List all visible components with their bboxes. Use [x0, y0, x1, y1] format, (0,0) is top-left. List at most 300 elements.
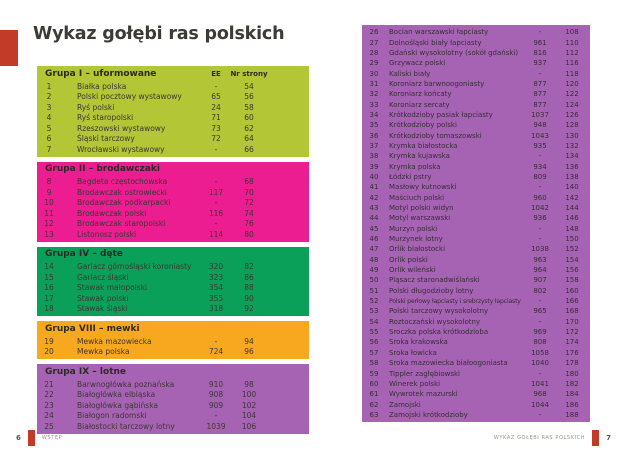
table-row [362, 399, 590, 409]
row-number: 32 [369, 90, 379, 99]
breed-name: Koroniarz końcaty [389, 90, 452, 99]
ee-number: 948 [533, 121, 547, 130]
breed-name: Sroka mazowiecka białoogoniasta [389, 359, 508, 368]
breed-name: Stawak małopolski [77, 283, 148, 293]
table-row [362, 58, 590, 68]
breed-name: Białka polska [77, 81, 127, 91]
page-number: 82 [244, 262, 254, 272]
ee-number: 910 [208, 379, 224, 389]
row-number: 6 [46, 134, 52, 144]
breed-name: Mewka mazowiecka [77, 336, 152, 346]
ee-number: 117 [208, 187, 224, 197]
page-number: 88 [244, 283, 254, 293]
group-title: Grupa I – uformowane [45, 68, 157, 79]
row-number: 25 [44, 421, 54, 431]
page-number: 188 [565, 410, 579, 419]
breed-name: Białogłówka elbląska [77, 390, 156, 400]
breed-name: Murzynek lotny [389, 235, 443, 244]
ee-number: 1037 [531, 110, 549, 119]
footer-accent-bar [592, 430, 599, 446]
ee-number: 72 [211, 134, 221, 144]
left-footer [16, 429, 62, 447]
table-row [362, 48, 590, 58]
ee-number: - [538, 152, 542, 161]
row-number: 26 [369, 28, 379, 37]
breed-name: Brodawczak staropolski [77, 219, 166, 229]
table-row [37, 229, 309, 240]
footer-accent-bar [28, 430, 35, 446]
table-row [37, 208, 309, 219]
ee-number: 808 [533, 338, 547, 347]
ee-number: 809 [533, 172, 547, 181]
row-number: 29 [369, 59, 379, 68]
page-number: 126 [565, 110, 579, 119]
right-footer [494, 429, 611, 447]
row-number: 52 [369, 297, 379, 306]
red-accent-block [0, 30, 18, 66]
ee-number: - [214, 177, 218, 187]
ee-number: 909 [208, 400, 224, 410]
page-number: 166 [565, 297, 579, 306]
row-number: 12 [44, 219, 54, 229]
table-row [362, 37, 590, 47]
footer-page-number: 7 [606, 434, 611, 442]
row-number: 53 [369, 307, 379, 316]
page-number: 108 [565, 28, 579, 37]
page-number: 98 [244, 379, 254, 389]
group-section [37, 321, 309, 359]
page-number: 64 [244, 134, 254, 144]
row-number: 22 [44, 390, 54, 400]
page-number: 132 [565, 141, 579, 150]
table-row [362, 182, 590, 192]
row-number: 45 [369, 224, 379, 233]
table-row [362, 275, 590, 285]
breed-name: Sroczka polska krótkodzioba [389, 328, 489, 337]
page-number: 72 [244, 198, 254, 208]
row-number: 2 [46, 92, 52, 102]
row-number: 42 [369, 193, 379, 202]
table-row [362, 244, 590, 254]
page-number: 182 [565, 379, 579, 388]
ee-number: - [538, 224, 542, 233]
breed-name: Pląsacz staronadwiślański [389, 276, 480, 285]
row-number: 1 [46, 81, 52, 91]
row-number: 41 [369, 183, 379, 192]
row-number: 51 [369, 286, 379, 295]
breed-name: Garlacz górnośląski koroniasty [77, 262, 192, 272]
ee-number: 1058 [531, 348, 549, 357]
group-header [37, 364, 309, 379]
table-row [362, 99, 590, 109]
row-number: 33 [369, 100, 379, 109]
row-number: 10 [44, 198, 54, 208]
table-row [37, 262, 309, 273]
row-number: 30 [369, 69, 379, 78]
page-number: 150 [565, 235, 579, 244]
row-number: 59 [369, 369, 379, 378]
row-number: 8 [46, 177, 52, 187]
breed-name: Ryś staropolski [77, 113, 134, 123]
ee-number: 1038 [531, 245, 549, 254]
ee-number: 802 [533, 286, 547, 295]
ee-number: - [538, 69, 542, 78]
breed-name: Polski tarczowy wysokolotny [389, 307, 489, 316]
row-number: 27 [369, 38, 379, 47]
page-title: Wykaz gołębi ras polskich [33, 24, 285, 44]
table-row [362, 141, 590, 151]
breed-name: Tippler zagłębiowski [389, 369, 460, 378]
page-number: 156 [565, 266, 579, 275]
ee-number: 937 [533, 59, 547, 68]
row-number: 40 [369, 172, 379, 181]
page-number: 160 [565, 286, 579, 295]
table-row [37, 283, 309, 294]
breed-name: Śląski tarczowy [77, 134, 135, 144]
ee-number: 961 [533, 38, 547, 47]
page-number: 152 [565, 245, 579, 254]
page-number: 128 [565, 121, 579, 130]
ee-number: 936 [533, 214, 547, 223]
ee-number: 323 [208, 272, 224, 282]
table-row [362, 130, 590, 140]
breed-name: Sroka krakowska [389, 338, 448, 347]
ee-number: 877 [533, 90, 547, 99]
table-row [37, 123, 309, 134]
ee-number: - [538, 235, 542, 244]
row-number: 62 [369, 400, 379, 409]
ee-number: 355 [208, 293, 224, 303]
footer-page-number: 6 [16, 434, 21, 442]
table-row [37, 293, 309, 304]
breed-name: Stawak śląski [77, 304, 128, 314]
table-row [362, 317, 590, 327]
table-row [362, 337, 590, 347]
table-row [362, 203, 590, 213]
breed-name: Motyl warszawski [389, 214, 451, 223]
table-row [362, 306, 590, 316]
page-number: 168 [565, 307, 579, 316]
page-number: 68 [244, 177, 254, 187]
ee-number: - [538, 410, 542, 419]
row-number: 11 [44, 208, 54, 218]
group-header [37, 321, 309, 336]
breed-name: Listonosz polski [77, 229, 137, 239]
table-row [37, 198, 309, 209]
ee-number: 965 [533, 307, 547, 316]
table-row [362, 110, 590, 120]
page-number: 116 [565, 59, 579, 68]
ee-number: 968 [533, 390, 547, 399]
ee-number: 907 [533, 276, 547, 285]
ee-number: 934 [533, 162, 547, 171]
ee-number: 1043 [531, 131, 549, 140]
table-row [362, 68, 590, 78]
breed-name: Brodawczak polski [77, 208, 147, 218]
breed-name: Masłowy kutnowski [389, 183, 457, 192]
ee-number: 65 [211, 92, 221, 102]
breed-name: Białogłówka gąbińska [77, 400, 159, 410]
row-number: 50 [369, 276, 379, 285]
table-row [37, 400, 309, 411]
breed-name: Orlik polski [389, 255, 428, 264]
right-contents-table [362, 25, 590, 422]
page-number: 66 [244, 144, 254, 154]
page-number: 102 [241, 400, 257, 410]
row-number: 44 [369, 214, 379, 223]
page-number: 58 [244, 102, 254, 112]
breed-name: Bocian warszawski łapciasty [389, 28, 489, 37]
breed-name: Motyl polski widyn [389, 204, 454, 213]
page-number: 90 [244, 293, 254, 303]
ee-number: 960 [533, 193, 547, 202]
table-row [37, 421, 309, 432]
table-row [362, 368, 590, 378]
group-section [37, 66, 309, 157]
table-row [362, 379, 590, 389]
page-number: 154 [565, 255, 579, 264]
table-row [37, 144, 309, 155]
ee-number: - [538, 369, 542, 378]
page-number: 86 [244, 272, 254, 282]
page-number: 96 [244, 347, 254, 357]
ee-number: 964 [533, 266, 547, 275]
row-number: 28 [369, 48, 379, 57]
table-row [362, 286, 590, 296]
breed-name: Bagdeta częstochowska [77, 177, 168, 187]
row-number: 63 [369, 410, 379, 419]
page-number: 140 [565, 183, 579, 192]
breed-name: Dolnośląski biały łapciasty [389, 38, 482, 47]
group-section [37, 247, 309, 317]
breed-name: Białogon radomski [77, 411, 147, 421]
row-number: 58 [369, 359, 379, 368]
page-number: 176 [565, 348, 579, 357]
ee-number: 908 [208, 390, 224, 400]
breed-name: Barwnogłówka poznańska [77, 379, 175, 389]
table-row [37, 219, 309, 230]
page-number: 146 [565, 214, 579, 223]
ee-number: 969 [533, 328, 547, 337]
ee-number: - [538, 183, 542, 192]
table-row [362, 213, 590, 223]
ee-number: 1039 [206, 421, 226, 431]
left-contents-table [37, 66, 309, 439]
page-number: 56 [244, 92, 254, 102]
ee-number: 116 [208, 208, 224, 218]
table-row [37, 113, 309, 124]
column-header-page: Nr strony [230, 69, 268, 78]
row-number: 43 [369, 204, 379, 213]
table-row [37, 272, 309, 283]
breed-name: Krymka kujawska [389, 152, 450, 161]
page-number: 62 [244, 123, 254, 133]
table-row [362, 120, 590, 130]
page-number: 120 [565, 79, 579, 88]
ee-number: 724 [208, 347, 224, 357]
group-title: Grupa II – brodawczaki [45, 164, 160, 174]
breed-name: Roztoczański wysokolotny [389, 317, 481, 326]
row-number: 20 [44, 347, 54, 357]
breed-name: Wywrotek mazurski [389, 390, 458, 399]
row-number: 3 [46, 102, 52, 112]
page-number: 70 [244, 187, 254, 197]
page-number: 174 [565, 338, 579, 347]
breed-name: Wrocławski wystawowy [77, 144, 165, 154]
row-number: 39 [369, 162, 379, 171]
ee-number: 963 [533, 255, 547, 264]
row-number: 31 [369, 79, 379, 88]
page-number: 106 [241, 421, 257, 431]
page-number: 142 [565, 193, 579, 202]
row-number: 15 [44, 272, 54, 282]
group-header [37, 66, 309, 81]
page-number: 172 [565, 328, 579, 337]
ee-number: - [538, 28, 542, 37]
table-row [362, 27, 590, 37]
group-title: Grupa VIII – mewki [45, 323, 140, 334]
breed-name: Polski pocztowy wystawowy [77, 92, 182, 102]
page-number: 112 [565, 48, 579, 57]
row-number: 36 [369, 131, 379, 140]
row-number: 21 [44, 379, 54, 389]
table-row [362, 348, 590, 358]
ee-number: - [214, 336, 218, 346]
ee-number: 114 [208, 229, 224, 239]
page-number: 122 [565, 90, 579, 99]
page-number: 100 [241, 390, 257, 400]
ee-number: 318 [208, 304, 224, 314]
footer-label: WYKAZ GOŁĘBI RAS POLSKICH [493, 435, 586, 441]
page-number: 130 [565, 131, 579, 140]
row-number: 5 [46, 123, 52, 133]
table-row [37, 81, 309, 92]
row-number: 54 [369, 317, 379, 326]
group-title: Grupa IV – dęte [45, 249, 123, 259]
page-number: 138 [565, 172, 579, 181]
row-number: 56 [369, 338, 379, 347]
row-number: 35 [369, 121, 379, 130]
page-number: 94 [244, 336, 254, 346]
breed-name: Koroniarz sercaty [389, 100, 450, 109]
page-number: 104 [241, 411, 257, 421]
row-number: 4 [46, 113, 52, 123]
row-number: 46 [369, 235, 379, 244]
row-number: 23 [44, 400, 54, 410]
breed-name: Grzywacz polski [389, 59, 446, 68]
table-row [362, 327, 590, 337]
breed-name: Winerek polski [389, 379, 441, 388]
row-number: 48 [369, 255, 379, 264]
page-number: 186 [565, 400, 579, 409]
row-number: 49 [369, 266, 379, 275]
table-row [362, 161, 590, 171]
table-row [37, 390, 309, 401]
table-row [362, 389, 590, 399]
row-number: 55 [369, 328, 379, 337]
table-row [37, 187, 309, 198]
ee-number: - [538, 297, 542, 306]
breed-name: Mewka polska [77, 347, 130, 357]
group-title: Grupa IX – lotne [45, 366, 127, 377]
table-row [362, 193, 590, 203]
page-number: 158 [565, 276, 579, 285]
ee-number: 935 [533, 141, 547, 150]
breed-name: Garlacz śląski [77, 272, 129, 282]
ee-number: 1044 [531, 400, 549, 409]
breed-name: Krótkodzioby pasiak łapciasty [389, 110, 493, 119]
ee-number: - [214, 219, 218, 229]
ee-number: 1042 [531, 204, 549, 213]
table-row [37, 347, 309, 358]
breed-name: Zamojski [389, 400, 421, 409]
group-section [37, 364, 309, 434]
table-row [37, 134, 309, 145]
ee-number: 24 [211, 102, 221, 112]
ee-number: 71 [211, 113, 221, 123]
table-row [37, 411, 309, 422]
breed-name: Krymka polska [389, 162, 441, 171]
row-number: 47 [369, 245, 379, 254]
page-number: 124 [565, 100, 579, 109]
page-number: 92 [244, 304, 254, 314]
ee-number: 1041 [531, 379, 549, 388]
row-number: 37 [369, 141, 379, 150]
table-row [362, 410, 590, 420]
breed-name: Ryś polski [77, 102, 115, 112]
breed-name: Łódzki pstry [389, 172, 432, 181]
ee-number: 1040 [531, 359, 549, 368]
ee-number: 877 [533, 79, 547, 88]
breed-name: Białostocki tarczowy lotny [77, 421, 175, 431]
row-number: 13 [44, 229, 54, 239]
table-row [37, 336, 309, 347]
table-row [362, 296, 590, 306]
row-number: 7 [46, 144, 52, 154]
page-number: 134 [565, 152, 579, 161]
group-header [37, 247, 309, 262]
row-number: 17 [44, 293, 54, 303]
page-number: 184 [565, 390, 579, 399]
table-row [362, 224, 590, 234]
table-row [362, 265, 590, 275]
table-row [362, 255, 590, 265]
breed-name: Kaliski biały [389, 69, 431, 78]
table-row [37, 102, 309, 113]
breed-name: Zamojski krótkodzioby [389, 410, 468, 419]
row-number: 19 [44, 336, 54, 346]
page-number: 136 [565, 162, 579, 171]
ee-number: 354 [208, 283, 224, 293]
ee-number: - [214, 144, 218, 154]
page-number: 144 [565, 204, 579, 213]
column-header-ee: EE [211, 69, 221, 78]
table-row [37, 304, 309, 315]
breed-name: Polski perłowy łapciasty i srebrzysty łapciasty [389, 297, 521, 305]
footer-label: WSTĘP [41, 435, 63, 441]
ee-number: - [214, 411, 218, 421]
ee-number: - [214, 81, 218, 91]
breed-name: Krótkodzioby polski [389, 121, 457, 130]
breed-name: Gdański wysokolotny (sokół gdański) [389, 48, 519, 57]
breed-name: Sroka łowicka [389, 348, 437, 357]
row-number: 9 [46, 187, 52, 197]
ee-number: 816 [533, 48, 547, 57]
ee-number: - [538, 317, 542, 326]
row-number: 24 [44, 411, 54, 421]
page-number: 76 [244, 219, 254, 229]
ee-number: 73 [211, 123, 221, 133]
